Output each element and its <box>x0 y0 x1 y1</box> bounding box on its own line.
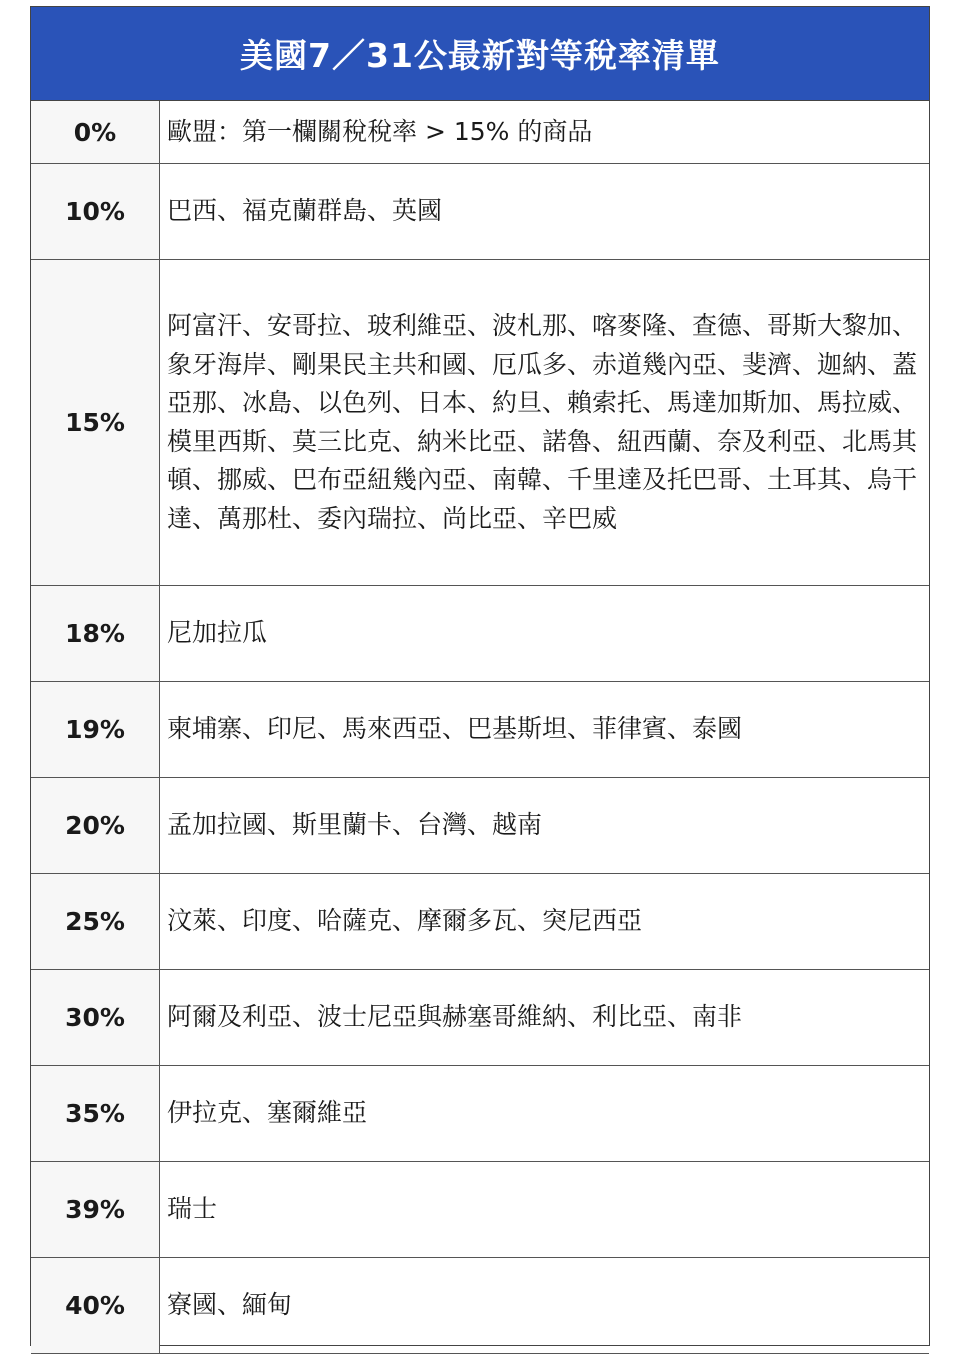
table-row <box>31 1162 929 1258</box>
countries-cell: 阿爾及利亞、波士尼亞與赫塞哥維納、利比亞、南非 <box>160 970 930 1066</box>
countries-cell: 歐盟：第一欄關稅稅率 > 15% 的商品 <box>160 101 930 164</box>
tariff-rates-table <box>31 101 929 1354</box>
countries-cell: 柬埔寨、印尼、馬來西亞、巴基斯坦、菲律賓、泰國 <box>160 682 930 778</box>
rate-cell: 25% <box>31 874 160 970</box>
table-row <box>31 682 929 778</box>
table-row <box>31 164 929 260</box>
table-row <box>31 586 929 682</box>
countries-cell: 尼加拉瓜 <box>160 586 930 682</box>
rate-cell: 20% <box>31 778 160 874</box>
countries-cell: 巴西、福克蘭群島、英國 <box>160 164 930 260</box>
table-row <box>31 260 929 586</box>
countries-cell: 孟加拉國、斯里蘭卡、台灣、越南 <box>160 778 930 874</box>
table-row <box>31 970 929 1066</box>
countries-cell: 瑞士 <box>160 1162 930 1258</box>
countries-cell: 阿富汗、安哥拉、玻利維亞、波札那、喀麥隆、查德、哥斯大黎加、象牙海岸、剛果民主共和國、厄瓜多、赤道幾內亞、斐濟、迦納、蓋亞那、冰島、以色列、日本、約旦、賴索托、馬達加斯加、馬拉威、模里西斯、莫三比克、納米比亞、諾魯、紐西蘭、奈及利亞、北馬其頓、挪威、巴布亞紐幾內亞、南韓、千里達及托巴哥、土耳其、烏干達、萬那杜、委內瑞拉、尚比亞、辛巴威 <box>160 260 930 586</box>
table-row <box>31 101 929 164</box>
rate-cell: 0% <box>31 101 160 164</box>
tariff-table-document <box>30 6 930 1346</box>
table-row <box>31 874 929 970</box>
table-row <box>31 1066 929 1162</box>
rate-cell: 35% <box>31 1066 160 1162</box>
rate-cell: 19% <box>31 682 160 778</box>
rate-cell: 10% <box>31 164 160 260</box>
countries-cell: 伊拉克、塞爾維亞 <box>160 1066 930 1162</box>
rate-cell: 39% <box>31 1162 160 1258</box>
rate-cell: 18% <box>31 586 160 682</box>
countries-cell: 汶萊、印度、哈薩克、摩爾多瓦、突尼西亞 <box>160 874 930 970</box>
rate-cell: 15% <box>31 260 160 586</box>
table-row <box>31 1258 929 1354</box>
rate-cell: 40% <box>31 1258 160 1354</box>
rate-cell: 30% <box>31 970 160 1066</box>
countries-cell: 寮國、緬甸 <box>160 1258 930 1354</box>
table-title: 美國7／31公最新對等稅率清單 <box>31 7 929 101</box>
table-row <box>31 778 929 874</box>
